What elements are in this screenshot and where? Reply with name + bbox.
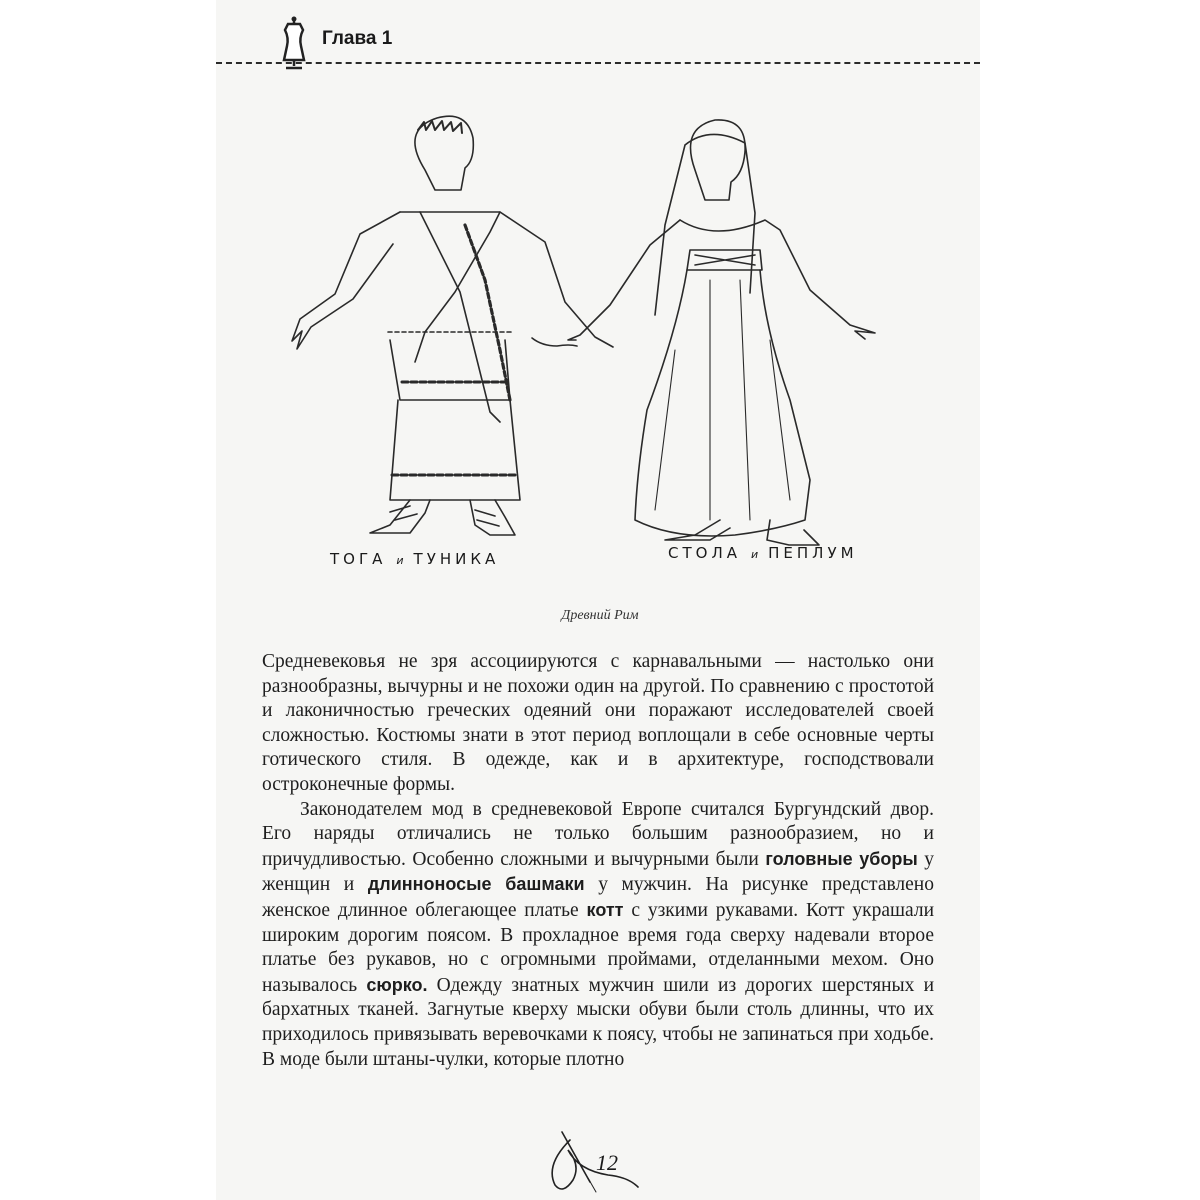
term-headdress: головные уборы <box>765 848 918 869</box>
term-long-toed-shoes: длинноносые башмаки <box>367 874 585 895</box>
man-figure-toga <box>292 116 613 535</box>
page-number: 12 <box>596 1150 618 1175</box>
header-divider <box>216 62 980 64</box>
needle-thread-icon <box>540 1130 640 1200</box>
text-run: Одежду знатных мужчин шили из дорогих шерстяных и бархатных тканей. Загнутые кверху мыски обуви были столь длинны, что их приходилось привязывать веревочками к поясу, чтобы не запинаться при ходьбе. В моде были штаны-чулки, которые плотно <box>262 974 934 1070</box>
label-stola-peplum <box>668 544 858 562</box>
woman-figure-stola <box>568 120 875 545</box>
text-run: Законодателем мод в средневековой Европе считался Бургундский двор. Его наряды отличались не только большим разнообразием, но и причудливостью. Особенно сложными и вычурными были <box>262 798 934 870</box>
chapter-title: Глава 1 <box>322 28 393 49</box>
text-run: с узкими рукавами. Котт украшали широким дорогим поясом. В прохладное время года сверху надевали второе платье без рукавов, но с огромными проймами, отделанными мехом. Оно называлось <box>262 899 935 996</box>
label-and: и <box>750 548 759 561</box>
label-tunic: ТУНИКА <box>413 550 500 568</box>
label-and: и <box>396 554 404 567</box>
text-run: у женщин и <box>262 848 935 896</box>
label-toga-tunic <box>330 550 499 568</box>
label-stola: СТОЛА <box>668 544 741 562</box>
term-cotte: котт <box>586 899 624 920</box>
body-text <box>262 650 934 1072</box>
label-toga: ТОГА <box>330 550 387 568</box>
text-run: у мужчин. На рисунке представлено женское длинное облегающее платье <box>262 874 934 921</box>
figure-caption: Древний Рим <box>561 608 639 623</box>
roman-costume-illustration <box>270 100 930 550</box>
paragraph-2 <box>262 798 934 1073</box>
term-surcoat: сюрко. <box>366 974 428 995</box>
label-peplum: ПЕПЛУМ <box>768 544 858 562</box>
paragraph-1: Средневековья не зря ассоциируются с карнавальными — настолько они разнообразны, вычурны и не похожи один на другой. По сравнению с простотой и лаконичностью греческих одеяний они поражают исследователей своей сложностью. Костюмы знати в этот период воплощали в себе основные черты готического стиля. В одежде, как и в архитектуре, господствовали остроконечные формы. <box>262 651 934 795</box>
